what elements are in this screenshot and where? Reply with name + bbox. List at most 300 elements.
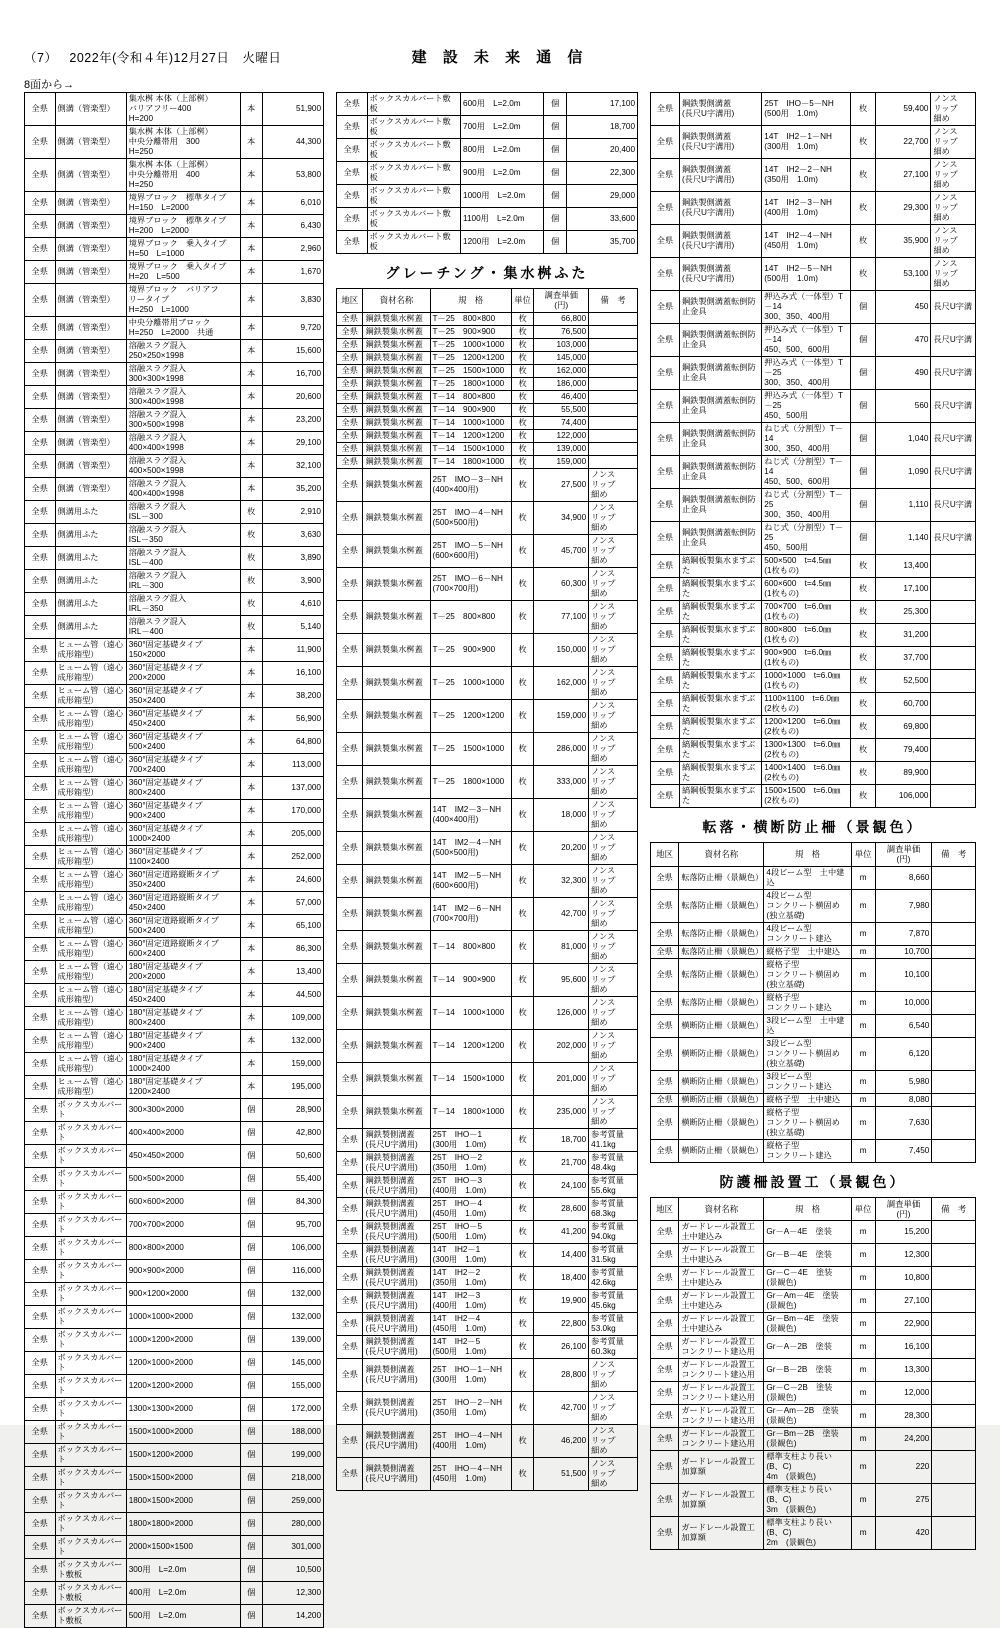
table-cell: 16,100 [875, 1336, 932, 1359]
table-cell [932, 958, 976, 991]
price-table-col1 [24, 92, 324, 1628]
table-row [337, 468, 638, 501]
table-cell: 全県 [651, 258, 680, 291]
table-cell: 全県 [337, 1391, 363, 1424]
table-cell: ボックスカルバート敷板 [367, 185, 461, 208]
table-cell: 280,000 [262, 1513, 323, 1536]
table-cell: 本 [240, 708, 262, 731]
table-cell: 全県 [337, 1358, 363, 1391]
table-cell: 全県 [337, 377, 363, 390]
table-cell: 鋼鉄製集水桝蓋 [363, 312, 430, 325]
table-row [25, 1421, 324, 1444]
table-cell [931, 739, 976, 762]
table-row [337, 312, 638, 325]
table-cell: 鋼鉄製集水桝蓋 [363, 534, 430, 567]
table-cell: 113,000 [262, 754, 323, 777]
table-cell: 鋼鉄製側溝蓋 (長尺U字溝用) [363, 1243, 430, 1266]
table-cell: 22,900 [875, 1313, 932, 1336]
table-cell: 全県 [25, 524, 56, 547]
table-cell: 25T IHO－5 (500用 1.0m) [430, 1220, 511, 1243]
table-cell [932, 1106, 976, 1139]
table-cell: 参考質量 48.4kg [589, 1151, 638, 1174]
table-cell: 鋼鉄製側溝蓋 (長尺U字溝用) [363, 1358, 430, 1391]
table-cell: 鋼鉄製集水桝蓋 [363, 600, 430, 633]
table-cell: ボックスカルバート [55, 1513, 126, 1536]
table-cell [589, 338, 638, 351]
table-cell: 1400×1400 t=6.0㎜ (2枚もの) [762, 762, 851, 785]
table-cell: 全県 [337, 1151, 363, 1174]
table-row [651, 739, 976, 762]
table-cell: m [851, 1517, 875, 1550]
table-cell: T－25 1000×1000 [430, 666, 511, 699]
table-cell: 参考質量 60.3kg [589, 1335, 638, 1358]
table-cell: 28,900 [262, 1099, 323, 1122]
price-table-col2-top [336, 92, 638, 254]
table-cell: 360°固定基礎タイプ 900×2400 [126, 800, 240, 823]
table-cell: 全県 [337, 416, 363, 429]
table-cell: m [851, 1484, 875, 1517]
table-cell: 鋼鉄製側溝蓋 (長尺U字溝用) [363, 1197, 430, 1220]
table-row [25, 1237, 324, 1260]
table-cell: 53,100 [875, 258, 931, 291]
table-row [25, 1398, 324, 1421]
table-cell: 鋼鉄製側溝蓋 (長尺U字溝用) [363, 1312, 430, 1335]
table-cell: 全県 [651, 601, 680, 624]
table-cell: 枚 [511, 1062, 533, 1095]
table-row [337, 633, 638, 666]
table-row [337, 1062, 638, 1095]
table-cell: ノンス リップ 細め [589, 699, 638, 732]
table-row [651, 958, 976, 991]
table-cell: 25T IMO－5－NH (600×600用) [430, 534, 511, 567]
table-cell: 全県 [337, 1095, 363, 1128]
column-header: 規 格 [430, 289, 511, 313]
table-cell: 700×700 t=6.0㎜ (1枚もの) [762, 601, 851, 624]
table-cell: ガードレール設置工 土中建込み [679, 1221, 764, 1244]
table-row [25, 1490, 324, 1513]
table-row [651, 945, 976, 958]
table-row [651, 291, 976, 324]
table-cell: 枚 [240, 593, 262, 616]
table-cell: ヒューム管（遠心成形箱型） [55, 892, 126, 915]
table-cell: 本 [240, 961, 262, 984]
table-cell: ノンス リップ 細め [589, 831, 638, 864]
table-cell: 鋼鉄製集水桝蓋 [363, 455, 430, 468]
table-cell: 本 [240, 938, 262, 961]
table-row [337, 864, 638, 897]
table-row [651, 1139, 976, 1162]
table-cell: T－25 1000×1000 [430, 338, 511, 351]
table-cell: 180°固定基礎タイプ 800×2400 [126, 1007, 240, 1030]
table-cell: 個 [240, 1490, 262, 1513]
table-cell: Gr－Am－4E 塗装 (景観色) [764, 1290, 851, 1313]
table-cell: 縞鋼板製集水ますぶた [679, 601, 761, 624]
column-header: 調査単価 (円) [875, 1197, 932, 1221]
table-cell: 109,000 [262, 1007, 323, 1030]
table-cell: 45,700 [534, 534, 589, 567]
table-cell: 鋼鉄製集水桝蓋 [363, 338, 430, 351]
table-cell: ボックスカルバート [55, 1145, 126, 1168]
table-cell: ノンス リップ 細め [589, 1424, 638, 1457]
table-cell: ヒューム管（遠心成形箱型） [55, 685, 126, 708]
table-cell: 全県 [337, 468, 363, 501]
table-cell: 360°固定基礎タイプ 350×2400 [126, 685, 240, 708]
table-cell: 17,100 [566, 93, 637, 116]
table-cell: 側溝用ふた [55, 570, 126, 593]
table-cell: 個 [544, 185, 566, 208]
table-cell: 鋼鉄製側溝蓋 (長尺U字溝用) [363, 1220, 430, 1243]
table-row [651, 1517, 976, 1550]
table-cell: 全県 [337, 93, 368, 116]
table-cell: 全県 [25, 1191, 56, 1214]
table-cell: 全県 [651, 1244, 679, 1267]
table-row [337, 1312, 638, 1335]
table-row [25, 340, 324, 363]
table-cell: 44,500 [262, 984, 323, 1007]
table-cell: 個 [544, 139, 566, 162]
table-cell: ボックスカルバート [55, 1168, 126, 1191]
table-cell: 14T IH2－4 (450用 1.0m) [430, 1312, 511, 1335]
table-cell: 枚 [511, 699, 533, 732]
table-cell: 全県 [337, 633, 363, 666]
table-row [25, 1513, 324, 1536]
table-cell: 個 [851, 489, 875, 522]
table-cell: 全県 [25, 215, 56, 238]
table-row [337, 897, 638, 930]
table-cell: 本 [240, 823, 262, 846]
table-row [651, 762, 976, 785]
table-row [25, 1283, 324, 1306]
table-row [651, 390, 976, 423]
table-cell: 個 [544, 116, 566, 139]
table-cell [932, 1290, 976, 1313]
table-cell: 700用 L=2.0m [461, 116, 544, 139]
table-cell: 全県 [25, 1122, 56, 1145]
table-row [337, 416, 638, 429]
table-cell: ヒューム管（遠心成形箱型） [55, 731, 126, 754]
table-cell: m [851, 991, 875, 1014]
table-cell: 全県 [651, 423, 680, 456]
table-cell [589, 390, 638, 403]
table-cell: ガードレール設置工 コンクリート建込用 [679, 1405, 764, 1428]
table-cell: 27,100 [875, 159, 931, 192]
table-cell: 個 [240, 1237, 262, 1260]
table-cell: 参考質量 42.6kg [589, 1266, 638, 1289]
table-cell: m [851, 1336, 875, 1359]
table-row [337, 1335, 638, 1358]
table-cell: 全県 [337, 1220, 363, 1243]
table-cell: 鋼鉄製集水桝蓋 [363, 765, 430, 798]
table-cell: 側溝（管楽型） [55, 363, 126, 386]
table-row [337, 338, 638, 351]
table-cell: 300×300×2000 [126, 1099, 240, 1122]
table-cell: 360°固定基礎タイプ 500×2400 [126, 731, 240, 754]
table-cell: 25T IHO－5－NH (500用 1.0m) [762, 93, 851, 126]
table-cell: 側溝用ふた [55, 616, 126, 639]
table-cell: 枚 [511, 1174, 533, 1197]
table-cell: 全県 [651, 945, 679, 958]
table-row [25, 961, 324, 984]
table-cell: 470 [875, 324, 931, 357]
table-cell: 縞鋼板製集水ますぶた [679, 578, 761, 601]
table-cell: 全県 [25, 1582, 56, 1605]
table-row [651, 423, 976, 456]
table-row [651, 489, 976, 522]
table-row [25, 1145, 324, 1168]
table-cell: 95,600 [534, 963, 589, 996]
table-cell: 押込み式（一体型）T－25 450、500用 [762, 390, 851, 423]
table-cell [932, 1359, 976, 1382]
table-row [337, 162, 638, 185]
table-cell: 側溝（管楽型） [55, 238, 126, 261]
table-cell: 26,100 [534, 1335, 589, 1358]
table-cell: 鋼鉄製側溝蓋 (長尺U字溝用) [363, 1335, 430, 1358]
table-cell: 本 [240, 363, 262, 386]
table-cell: 個 [240, 1099, 262, 1122]
table-cell: 1000用 L=2.0m [461, 185, 544, 208]
table-cell: 60,300 [534, 567, 589, 600]
table-cell: 全県 [337, 1457, 363, 1490]
table-cell: 長尺U字溝 [931, 357, 976, 390]
table-cell: 溶融スラグ混入 IRL－350 [126, 593, 240, 616]
table-cell: 1000×1000×2000 [126, 1306, 240, 1329]
table-cell: 枚 [511, 798, 533, 831]
table-cell [589, 377, 638, 390]
table-cell: 参考質量 55.6kg [589, 1174, 638, 1197]
table-cell: T－25 1500×1000 [430, 732, 511, 765]
table-cell: 全県 [25, 892, 56, 915]
table-cell: 400×400×2000 [126, 1122, 240, 1145]
table-cell: ガードレール設置工 加算額 [679, 1451, 764, 1484]
table-cell: T－14 1200×1200 [430, 429, 511, 442]
table-cell: 28,300 [875, 1405, 932, 1428]
table-row [25, 1444, 324, 1467]
table-cell: T－25 1200×1200 [430, 699, 511, 732]
table-cell: m [851, 958, 875, 991]
table-cell: 全県 [25, 1099, 56, 1122]
table-cell: 縦格子型 コンクリート建込 [764, 1139, 851, 1162]
table-row [25, 800, 324, 823]
table-cell: 25T IMO－3－NH (400×400用) [430, 468, 511, 501]
table-cell: 枚 [851, 126, 875, 159]
table-cell: 転落防止柵（景観色） [679, 922, 764, 945]
table-cell: 12,000 [875, 1382, 932, 1405]
table-cell: 900×900 t=6.0㎜ (1枚もの) [762, 647, 851, 670]
table-cell: 本 [240, 685, 262, 708]
table-cell: ボックスカルバート [55, 1099, 126, 1122]
table-cell: 全県 [651, 647, 680, 670]
table-cell: m [851, 922, 875, 945]
table-cell: 81,000 [534, 930, 589, 963]
table-cell: 31,200 [875, 624, 931, 647]
table-cell: 枚 [511, 416, 533, 429]
table-cell: ノンス リップ 細め [589, 930, 638, 963]
table-cell: 4段ビーム型 土中建込 [764, 866, 851, 889]
table-cell: 境界ブロック 標準タイプ H=150 L=2000 [126, 192, 240, 215]
table-row [25, 215, 324, 238]
table-cell: 全県 [25, 478, 56, 501]
table-row [337, 442, 638, 455]
column-header: 備 考 [932, 843, 976, 867]
table-cell: 全県 [337, 1312, 363, 1335]
table-cell [932, 1382, 976, 1405]
table-cell: 枚 [511, 567, 533, 600]
table-cell: 全県 [337, 1029, 363, 1062]
table-cell: 800用 L=2.0m [461, 139, 544, 162]
table-row [337, 1358, 638, 1391]
table-cell: 枚 [511, 312, 533, 325]
table-cell: 全県 [25, 570, 56, 593]
table-cell: ねじ式（分割型）T－25 450、500用 [762, 522, 851, 555]
table-cell: 枚 [511, 600, 533, 633]
table-cell: 横断防止柵（景観色） [679, 1037, 764, 1070]
table-cell: 全県 [337, 930, 363, 963]
table-cell: 縦格子型 土中建込 [764, 945, 851, 958]
table-cell: 1100×1100 t=6.0㎜ (2枚もの) [762, 693, 851, 716]
table-cell: 長尺U字溝 [931, 390, 976, 423]
table-cell: 32,300 [534, 864, 589, 897]
table-cell: 235,000 [534, 1095, 589, 1128]
section-title-fall-prevention: 転落・横断防止柵（景観色） [702, 819, 924, 835]
table-row [651, 1359, 976, 1382]
table-row [25, 93, 324, 126]
table-row [25, 1122, 324, 1145]
table-cell: ボックスカルバート敷板 [367, 139, 461, 162]
table-cell [932, 991, 976, 1014]
table-cell: 全県 [337, 699, 363, 732]
table-row [337, 208, 638, 231]
table-cell: 縦格子型 土中建込 [764, 1093, 851, 1106]
table-cell: 139,000 [262, 1329, 323, 1352]
table-cell: 参考質量 68.3kg [589, 1197, 638, 1220]
table-cell: 13,400 [875, 555, 931, 578]
table-cell: 3,890 [262, 547, 323, 570]
table-row [337, 93, 638, 116]
table-cell: 全県 [337, 1243, 363, 1266]
table-cell: 枚 [511, 403, 533, 416]
table-cell: 2,910 [262, 501, 323, 524]
table-cell: 35,900 [875, 225, 931, 258]
table-cell: T－14 800×800 [430, 390, 511, 403]
table-cell: ボックスカルバート敷板 [367, 231, 461, 254]
table-cell: 個 [240, 1605, 262, 1628]
table-cell: 鋼鉄製側溝蓋 (長尺U字溝用) [679, 159, 761, 192]
table-cell: 全県 [25, 1559, 56, 1582]
table-cell: ヒューム管（遠心成形箱型） [55, 1007, 126, 1030]
table-cell: 溶融スラグ混入 400×400×1998 [126, 478, 240, 501]
table-cell: 個 [851, 456, 875, 489]
table-cell: 1200×1200×2000 [126, 1375, 240, 1398]
table-cell: 46,200 [534, 1424, 589, 1457]
table-row [337, 185, 638, 208]
table-cell: ノンス リップ 細め [589, 501, 638, 534]
table-cell: m [851, 1014, 875, 1037]
table-cell: 65,100 [262, 915, 323, 938]
table-cell: 鋼鉄製側溝蓋 (長尺U字溝用) [679, 258, 761, 291]
table-cell: 全県 [651, 785, 680, 808]
table-cell [932, 1014, 976, 1037]
table-cell: 400用 L=2.0m [126, 1582, 240, 1605]
table-cell: 押込み式（一体型）T－25 300、350、400用 [762, 357, 851, 390]
table-cell: 側溝（管楽型） [55, 409, 126, 432]
table-row [651, 716, 976, 739]
column-header: 規 格 [764, 1197, 851, 1221]
table-cell: m [851, 1037, 875, 1070]
price-table-grating [336, 288, 638, 1491]
page-date: （7） 2022年(令和４年)12月27日 火曜日 [24, 51, 282, 65]
table-cell: 全県 [25, 238, 56, 261]
table-cell: Gr－C－2B 塗装 (景観色) [764, 1382, 851, 1405]
table-row [651, 1290, 976, 1313]
table-cell: ボックスカルバート [55, 1306, 126, 1329]
table-cell: 全県 [25, 501, 56, 524]
table-cell: m [851, 1139, 875, 1162]
table-cell: ボックスカルバート敷板 [55, 1605, 126, 1628]
column-header: 資材名称 [363, 289, 430, 313]
table-cell: 側溝（管楽型） [55, 455, 126, 478]
table-cell: 全県 [25, 846, 56, 869]
table-cell: 360°固定基礎タイプ 200×2000 [126, 662, 240, 685]
table-cell: 本 [240, 1007, 262, 1030]
table-cell: 鋼鉄製側溝蓋転倒防止金具 [679, 357, 761, 390]
table-row [651, 456, 976, 489]
table-cell: 5,140 [262, 616, 323, 639]
table-row [25, 1605, 324, 1628]
table-cell: 600×600×2000 [126, 1191, 240, 1214]
table-row [25, 386, 324, 409]
table-cell: 全県 [651, 357, 680, 390]
table-cell: 溶融スラグ混入 400×400×1998 [126, 432, 240, 455]
table-cell: Gr－C－4E 塗装 (景観色) [764, 1267, 851, 1290]
table-cell: 1200×1200 t=6.0㎜ (2枚もの) [762, 716, 851, 739]
table-cell: 500用 L=2.0m [126, 1605, 240, 1628]
table-cell: 枚 [511, 930, 533, 963]
table-cell: 50,600 [262, 1145, 323, 1168]
table-row [25, 547, 324, 570]
table-cell: 個 [240, 1329, 262, 1352]
table-cell: 押込み式（一体型）T－14 300、350、400用 [762, 291, 851, 324]
table-cell: 4段ビーム型 コンクリート横固め (独立基礎) [764, 889, 851, 922]
table-cell: 押込み式（一体型）T－14 450、500、600用 [762, 324, 851, 357]
table-row [25, 238, 324, 261]
table-cell: 枚 [851, 555, 875, 578]
table-row [337, 732, 638, 765]
table-row [651, 555, 976, 578]
table-cell: 側溝用ふた [55, 593, 126, 616]
table-cell: 枚 [511, 338, 533, 351]
table-cell: 77,100 [534, 600, 589, 633]
table-cell: 側溝（管楽型） [55, 478, 126, 501]
table-cell: 全県 [337, 185, 368, 208]
table-cell: 1,040 [875, 423, 931, 456]
table-cell: 1200×1000×2000 [126, 1352, 240, 1375]
table-row [25, 159, 324, 192]
table-cell: 1500×1500×2000 [126, 1467, 240, 1490]
table-cell: ボックスカルバート敷板 [55, 1559, 126, 1582]
table-cell: ノンス リップ 細め [589, 1358, 638, 1391]
table-row [25, 984, 324, 1007]
table-cell: 全県 [25, 159, 56, 192]
table-cell: ボックスカルバート [55, 1352, 126, 1375]
table-cell: 全県 [25, 1467, 56, 1490]
table-row [651, 693, 976, 716]
table-cell: 1,090 [875, 456, 931, 489]
table-cell: 600用 L=2.0m [461, 93, 544, 116]
table-cell: 1800×1500×2000 [126, 1490, 240, 1513]
table-cell: 長尺U字溝 [931, 456, 976, 489]
table-cell: m [851, 1267, 875, 1290]
table-cell: 1500×1200×2000 [126, 1444, 240, 1467]
